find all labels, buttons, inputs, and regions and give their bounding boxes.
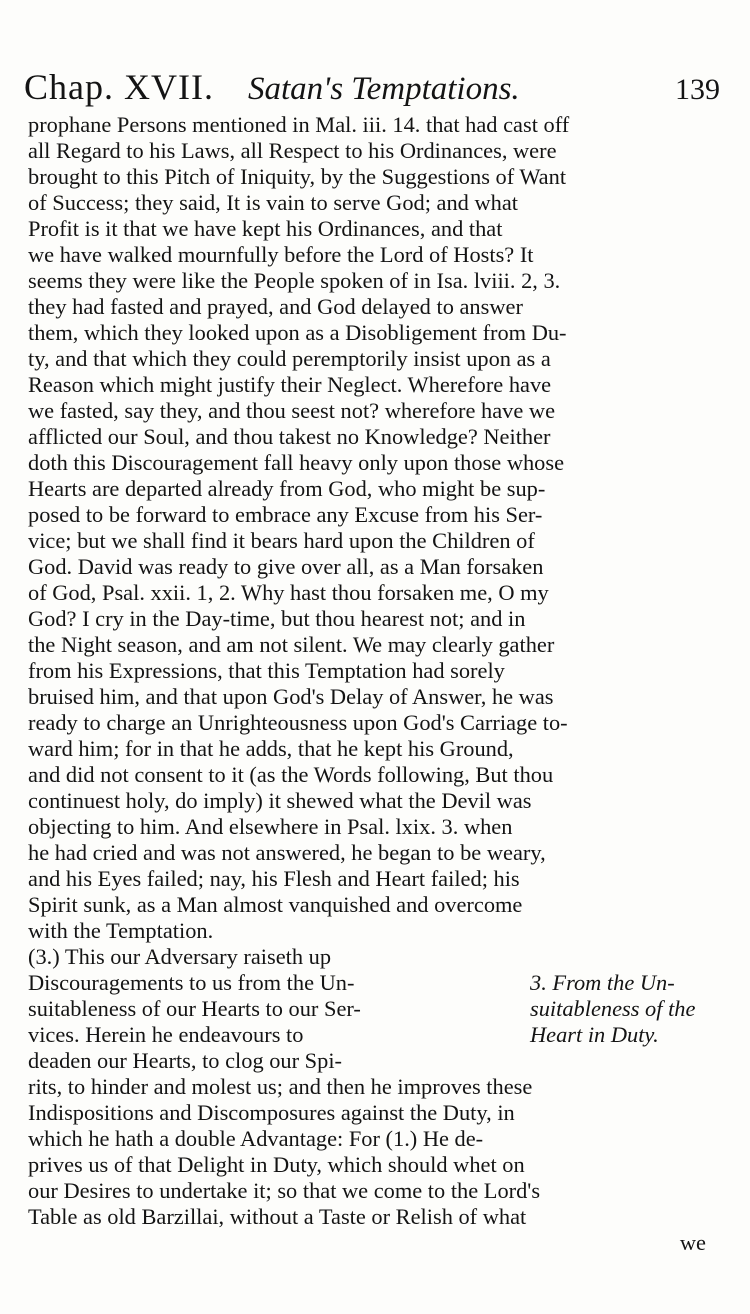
text-line: continuest holy, do imply) it shewed what the Devil was	[28, 788, 532, 813]
paragraph-text: suitableness of our Hearts to our Ser-	[28, 996, 361, 1021]
text-line: vice; but we shall find it bears hard upon the Children of	[28, 528, 535, 553]
text-line: God. David was ready to give over all, as a Man forsaken	[28, 554, 544, 579]
page-body	[28, 112, 712, 1256]
text-line: doth this Discouragement fall heavy only upon those whose	[28, 450, 565, 475]
text-line: and did not consent to it (as the Words following, But thou	[28, 762, 554, 787]
text-line: them, which they looked upon as a Disobligement from Du-	[28, 320, 567, 345]
text-line: brought to this Pitch of Iniquity, by the Suggestions of Want	[28, 164, 567, 189]
text-line: of God, Psal. xxii. 1, 2. Why hast thou forsaken me, O my	[28, 580, 549, 605]
text-line: and his Eyes failed; nay, his Flesh and Heart failed; his	[28, 866, 520, 891]
running-title: Satan's Temptations.	[247, 71, 520, 107]
split-line	[28, 1022, 712, 1048]
margin-note	[480, 1048, 712, 1074]
text-line: which he hath a double Advantage: For (1.) He de-	[28, 1126, 484, 1151]
split-line	[28, 970, 712, 996]
catchword: we	[679, 1230, 706, 1255]
text-line: we fasted, say they, and thou seest not? wherefore have we	[28, 398, 556, 423]
text-line: all Regard to his Laws, all Respect to his Ordinances, were	[28, 138, 557, 163]
text-line: of Success; they said, It is vain to serve God; and what	[28, 190, 519, 215]
text-line: ty, and that which they could peremptorily insist upon as a	[28, 346, 551, 371]
split-line	[28, 1048, 712, 1074]
page-header	[24, 66, 720, 112]
text-line: they had fasted and prayed, and God delayed to answer	[28, 294, 523, 319]
text-line: afflicted our Soul, and thou takest no Knowledge? Neither	[28, 424, 551, 449]
text-line: with the Temptation.	[28, 918, 214, 943]
text-line: Profit is it that we have kept his Ordinances, and that	[28, 216, 503, 241]
split-line	[28, 944, 712, 970]
text-line: seems they were like the People spoken of in Isa. lviii. 2, 3.	[28, 268, 561, 293]
text-line: objecting to him. And elsewhere in Psal. lxix. 3. when	[28, 814, 513, 839]
text-line: from his Expressions, that this Temptation had sorely	[28, 658, 505, 683]
text-line: Indispositions and Discomposures against the Duty, in	[28, 1100, 515, 1125]
text-line: Table as old Barzillai, without a Taste or Relish of what	[28, 1204, 527, 1229]
paragraph-text: Discouragements to us from the Un-	[28, 970, 355, 995]
text-line: ready to charge an Unrighteousness upon God's Carriage to-	[28, 710, 568, 735]
paragraph-text: (3.) This our Adversary raiseth up	[28, 944, 332, 969]
text-line: Spirit sunk, as a Man almost vanquished and overcome	[28, 892, 523, 917]
text-line: the Night season, and am not silent. We may clearly gather	[28, 632, 555, 657]
margin-note: 3. From the Un-	[530, 970, 675, 995]
text-line: prophane Persons mentioned in Mal. iii. 14. that had cast off	[28, 112, 570, 137]
split-line	[28, 996, 712, 1022]
text-line: God? I cry in the Day-time, but thou hearest not; and in	[28, 606, 526, 631]
chapter-heading: Chap. XVII.	[24, 67, 214, 107]
text-line: he had cried and was not answered, he began to be weary,	[28, 840, 546, 865]
page-number: 139	[675, 73, 720, 106]
text-line: rits, to hinder and molest us; and then he improves these	[28, 1074, 533, 1099]
text-line: Reason which might justify their Neglect. Wherefore have	[28, 372, 552, 397]
paragraph-text: deaden our Hearts, to clog our Spi-	[28, 1048, 343, 1073]
paragraph-text: vices. Herein he endeavours to	[28, 1022, 304, 1047]
margin-note: Heart in Duty.	[530, 1022, 659, 1047]
text-line: our Desires to undertake it; so that we come to the Lord's	[28, 1178, 541, 1203]
text-line: Hearts are departed already from God, who might be sup-	[28, 476, 546, 501]
text-line: bruised him, and that upon God's Delay of Answer, he was	[28, 684, 554, 709]
text-line: ward him; for in that he adds, that he kept his Ground,	[28, 736, 514, 761]
margin-note: suitableness of the	[530, 996, 696, 1021]
text-line: prives us of that Delight in Duty, which should whet on	[28, 1152, 525, 1177]
text-line: posed to be forward to embrace any Excuse from his Ser-	[28, 502, 543, 527]
text-line: we have walked mournfully before the Lord of Hosts? It	[28, 242, 534, 267]
margin-note	[480, 944, 712, 970]
